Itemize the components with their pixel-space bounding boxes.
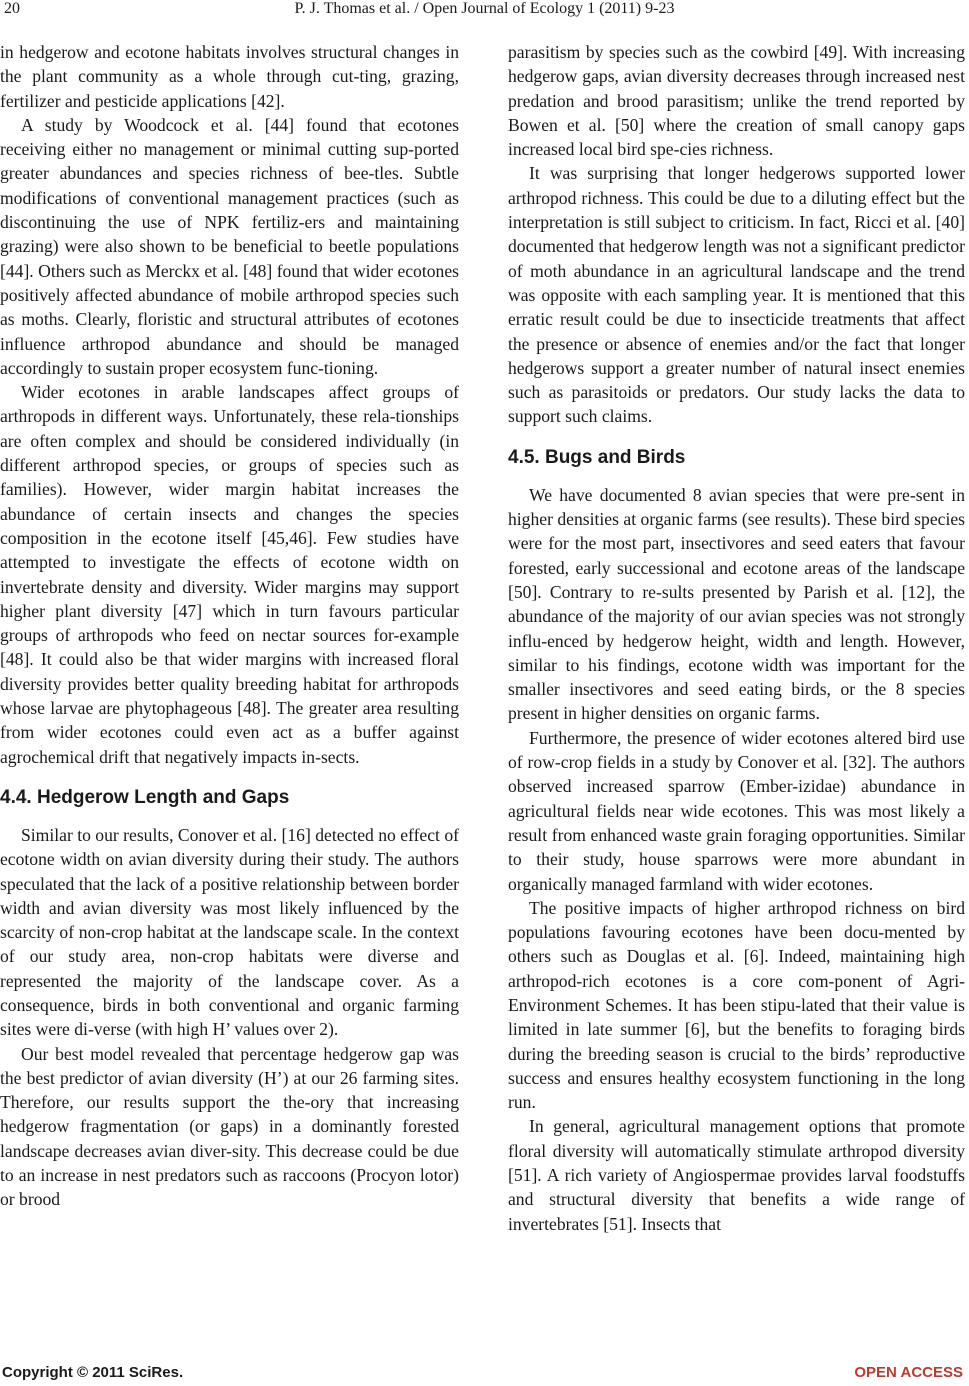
- open-access-label: OPEN ACCESS: [854, 1364, 963, 1381]
- paragraph: Furthermore, the presence of wider ecotones altered bird use of row-crop fields in a study by Conover et al. [32]. The authors observed increased sparrow (Ember-izidae) abundance in agricultural fields near wide ecotones. This was most likely a result from enhanced waste grain foraging opportunities. Similar to their study, house sparrows were more abundant in organically managed farmland with wider ecotones.: [508, 727, 965, 894]
- paragraph: Our best model revealed that percentage hedgerow gap was the best predictor of avian diversity (H’) at our 26 farming sites. Therefore, our results support the the-ory that increasing hedgerow fragmentation (or gaps) in a dominantly forested landscape decreases avian diver-sity. This decrease could be due to an increase in nest predators such as raccoons (Procyon lotor) or brood: [0, 1043, 459, 1210]
- paragraph: A study by Woodcock et al. [44] found that ecotones receiving either no management or minimal cutting sup-ported greater abundances and species richness of bee-tles. Subtle modifications of conventional management practices (such as discontinuing the use of NPK fertiliz-ers and maintaining grazing) were also shown to be beneficial to beetle populations [44]. Others such as Merckx et al. [48] found that wider ecotones positively affected abundance of mobile arthropod species such as moths. Clearly, floristic and structural attributes of ecotones influence arthropod abundance and should be managed accordingly to sustain proper ecosystem func-tioning.: [0, 114, 459, 378]
- page-header: [0, 0, 969, 26]
- paragraph: parasitism by species such as the cowbird [49]. With increasing hedgerow gaps, avian diversity decreases through increased nest predation and brood parasitism; unlike the trend reported by Bowen et al. [50] where the creation of small canopy gaps increased local bird spe-cies richness.: [508, 42, 965, 160]
- left-column: [0, 40, 459, 1212]
- paragraph: We have documented 8 avian species that were pre-sent in higher densities at organic farms (see results). These bird species were for the most part, insectivores and seed eaters that favour forested, early successional and ecotone areas of the landscape [50]. Contrary to re-sults presented by Parish et al. [12], the abundance of the majority of our avian species was not strongly influ-enced by hedgerow height, width and length. However, similar to his findings, ecotone width was important for the smaller insectivores and seed eating birds, or the 8 species present in higher densities on organic farms.: [508, 484, 965, 724]
- section-heading: 4.4. Hedgerow Length and Gaps: [0, 786, 290, 808]
- paragraph: The positive impacts of higher arthropod richness on bird populations favouring ecotones have been docu-mented by others such as Douglas et al. [6]. Indeed, maintaining high arthropod-rich ecotones is a core com-ponent of Agri-Environment Schemes. It has been stipu-lated that their value is limited in late summer [6], but the benefits to foraging birds during the breeding season is crucial to the birds’ reproductive success and ensures healthy ecosystem functioning in the long run.: [508, 897, 965, 1113]
- paragraph: It was surprising that longer hedgerows supported lower arthropod richness. This could be due to a diluting effect but the interpretation is still subject to criticism. In fact, Ricci et al. [40] documented that hedgerow length was not a significant predictor of moth abundance in an agricultural landscape and the trend was opposite with each sampling year. It is mentioned that this erratic result could be due to insecticide treatments that affect the presence or absence of enemies and/or the fact that longer hedgerows support a greater number of natural insect enemies such as parasitoids or predators. Our study lacks the data to support such claims.: [508, 163, 965, 427]
- copyright-notice: Copyright © 2011 SciRes.: [2, 1364, 184, 1381]
- paragraph: Wider ecotones in arable landscapes affect groups of arthropods in different ways. Unfortunately, these rela-tionships are often complex and should be considered individually (in different arthropod species, or groups of species such as families). However, wider margin habitat increases the abundance of certain insects and changes the species composition in the ecotone itself [45,46]. Few studies have attempted to investigate the effects of ecotone width on invertebrate density and diversity. Wider margins may support higher plant diversity [47] which in turn favours particular groups of arthropods who feed on nectar sources for-example [48]. It could also be that wider margins with increased floral diversity provides better quality breeding habitat for arthropods whose larvae are phytophageous [48]. The greater area resulting from wider ecotones could even act as a buffer against agrochemical drift that negatively impacts in-sects.: [0, 382, 459, 767]
- page-number: 20: [4, 0, 20, 17]
- page-footer: [0, 1364, 969, 1386]
- section-heading: 4.5. Bugs and Birds: [508, 446, 686, 468]
- paragraph: Similar to our results, Conover et al. [16] detected no effect of ecotone width on avian diversity during their study. The authors speculated that the lack of a positive relationship between border width and avian diversity was most likely influenced by the scarcity of non-crop habitat at the landscape scale. In the context of our study area, non-crop habitats were diverse and represented the majority of the landscape cover. As a consequence, birds in both conventional and organic farming sites were di-verse (with high H’ values over 2).: [0, 824, 459, 1040]
- paragraph: In general, agricultural management options that promote floral diversity will automatically stimulate arthropod diversity [51]. A rich variety of Angiospermae provides larval foodstuffs and structural diversity that benefits a wide range of invertebrates [51]. Insects that: [508, 1116, 965, 1234]
- running-title: P. J. Thomas et al. / Open Journal of Ecology 1 (2011) 9-23: [294, 0, 675, 17]
- right-column: [508, 40, 965, 1236]
- paragraph: in hedgerow and ecotone habitats involves structural changes in the plant community as a whole through cut-ting, grazing, fertilizer and pesticide applications [42].: [0, 42, 459, 111]
